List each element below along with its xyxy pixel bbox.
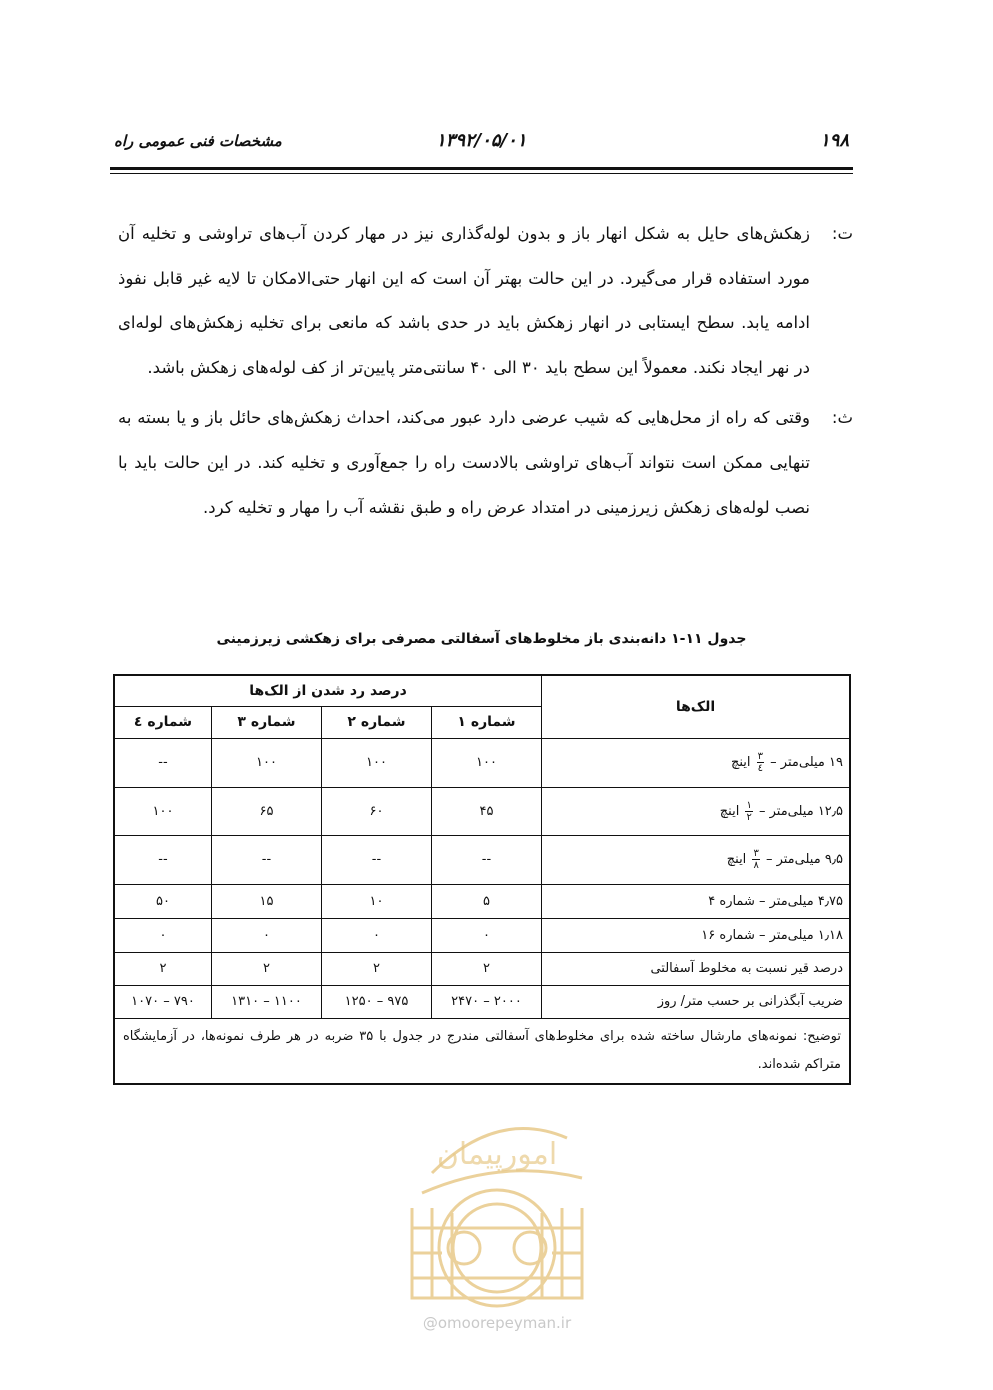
fraction: $\frac{۳}{۸}$: [753, 848, 759, 871]
passing-group-header: درصد رد شدن از الک‌ها: [114, 675, 542, 706]
column-header-2: شماره ۲: [322, 706, 432, 738]
paragraph-t: [118, 212, 853, 390]
sieve-label: ۱۹ میلی‌متر – $\frac{۳}{٤}$ اینچ: [542, 738, 851, 787]
body-text: [118, 212, 853, 536]
document-title: مشخصات فنی عمومی راه: [114, 132, 282, 150]
table-caption: جدول ۱۱-۱ دانه‌بندی باز مخلوط‌های آسفالتی مصرفی برای زهکشی زیرزمینی: [216, 631, 747, 647]
table-cell: ۲: [114, 952, 212, 985]
sieve-label: ۴٫۷۵ میلی‌متر – شماره ۴: [542, 884, 851, 918]
paragraph-th: [118, 396, 853, 530]
table-cell: ۰: [114, 918, 212, 952]
table-row: [114, 884, 850, 918]
table-cell: ۱۵: [212, 884, 322, 918]
table-cell: ۶۵: [212, 787, 322, 835]
table-row: [114, 738, 850, 787]
paragraph-text: وقتی که راه از محل‌هایی که شیب عرضی دارد عبور می‌کند، احداث زهکش‌های حائل باز و یا بسته به تنهایی ممکن است نتواند آب‌های تراوشی بالادست راه را جمع‌آوری و تخلیه کند. در این حالت باید با نصب لوله‌های زهکش زیرزمینی در امتداد عرض راه و طبق نقشه آب را مهار و تخلیه کرد.: [118, 408, 810, 517]
table-row: [114, 787, 850, 835]
table-cell: ۴۵: [432, 787, 542, 835]
sieve-label: ۹٫۵ میلی‌متر – $\frac{۳}{۸}$ اینچ: [542, 835, 851, 884]
table-cell: --: [322, 835, 432, 884]
table-cell: ۲: [212, 952, 322, 985]
column-header-4: شماره ٤: [114, 706, 212, 738]
table-cell: ۰: [432, 918, 542, 952]
table-cell: ۱۰: [322, 884, 432, 918]
table-note-row: [114, 1018, 850, 1084]
table-cell: ۵: [432, 884, 542, 918]
sieve-column-header: الک‌ها: [542, 675, 851, 738]
page-header: [110, 128, 853, 158]
table-cell: --: [432, 835, 542, 884]
table-cell: ۰: [322, 918, 432, 952]
table-cell: ۲۰۰۰ – ۲۴۷۰: [432, 985, 542, 1018]
header-rule-thin: [110, 173, 853, 174]
table-cell: --: [114, 738, 212, 787]
sieve-label: ضریب آبگذرانی بر حسب متر/ روز: [542, 985, 851, 1018]
paragraph-label: ث:: [831, 408, 853, 428]
table-cell: ۲: [432, 952, 542, 985]
table-cell: ۷۹۰ – ۱۰۷۰: [114, 985, 212, 1018]
header-rule-thick: [110, 167, 853, 170]
sieve-label: ۱٫۱۸ میلی‌متر – شماره ۱۶: [542, 918, 851, 952]
table-row: [114, 985, 850, 1018]
gradation-table: [113, 674, 851, 1085]
sieve-label: درصد قیر نسبت به مخلوط آسفالتی: [542, 952, 851, 985]
table-cell: ۱۰۰: [432, 738, 542, 787]
table-cell: ۲: [322, 952, 432, 985]
table-note: توضیح: نمونه‌های مارشال ساخته شده برای مخلوط‌های آسفالتی مندرج در جدول با ۳۵ ضربه در هر طرف نمونه‌ها، در آزمایشگاه متراکم شده‌اند.: [114, 1018, 850, 1084]
table-cell: --: [212, 835, 322, 884]
fraction: $\frac{۱}{۲}$: [746, 799, 752, 823]
table-cell: ۱۰۰: [212, 738, 322, 787]
page-number: ۱۹۸: [819, 130, 849, 151]
table-row: [114, 952, 850, 985]
paragraph-label: ت:: [831, 224, 853, 243]
table-cell: ۰: [212, 918, 322, 952]
column-header-1: شماره ۱: [432, 706, 542, 738]
fraction: $\frac{۳}{٤}$: [757, 751, 764, 774]
table-cell: ۵۰: [114, 884, 212, 918]
table-cell: ۱۰۰: [322, 738, 432, 787]
header-date: ۱۳۹۲/۰۵/۰۱: [436, 130, 527, 151]
table-cell: --: [114, 835, 212, 884]
table-row: [114, 918, 850, 952]
table-cell: ۹۷۵ – ۱۲۵۰: [322, 985, 432, 1018]
sieve-label: ۱۲٫۵ میلی‌متر – $\frac{۱}{۲}$ اینچ: [542, 787, 851, 835]
watermark-url: @omoorepeyman.ir: [422, 1314, 572, 1332]
table-cell: ۱۱۰۰ – ۱۳۱۰: [212, 985, 322, 1018]
table-row: [114, 835, 850, 884]
column-header-3: شماره ۳: [212, 706, 322, 738]
watermark-logo: [392, 1098, 602, 1333]
table-cell: ۶۰: [322, 787, 432, 835]
table-cell: ۱۰۰: [114, 787, 212, 835]
logo-emblem-icon: [392, 1098, 602, 1333]
paragraph-text: زهکش‌های حایل به شکل انهار باز و بدون لوله‌گذاری نیز در مهار کردن آب‌های تراوشی و تخلیه آن مورد استفاده قرار می‌گیرد. در این حالت بهتر آن است که این انهار حتی‌الامکان تا لایه غیر قابل نفوذ ادامه یابد. سطح ایستابی در انهار زهکش باید در حدی باشد که مانعی برای تخلیه زهکش‌های لوله‌ای در نهر ایجاد نکند. معمولاً این سطح باید ۳۰ الی ۴۰ سانتی‌متر پایین‌تر از کف لوله‌های زهکش باشد.: [118, 224, 810, 377]
watermark-logo-text: امورپیمان: [436, 1137, 558, 1172]
